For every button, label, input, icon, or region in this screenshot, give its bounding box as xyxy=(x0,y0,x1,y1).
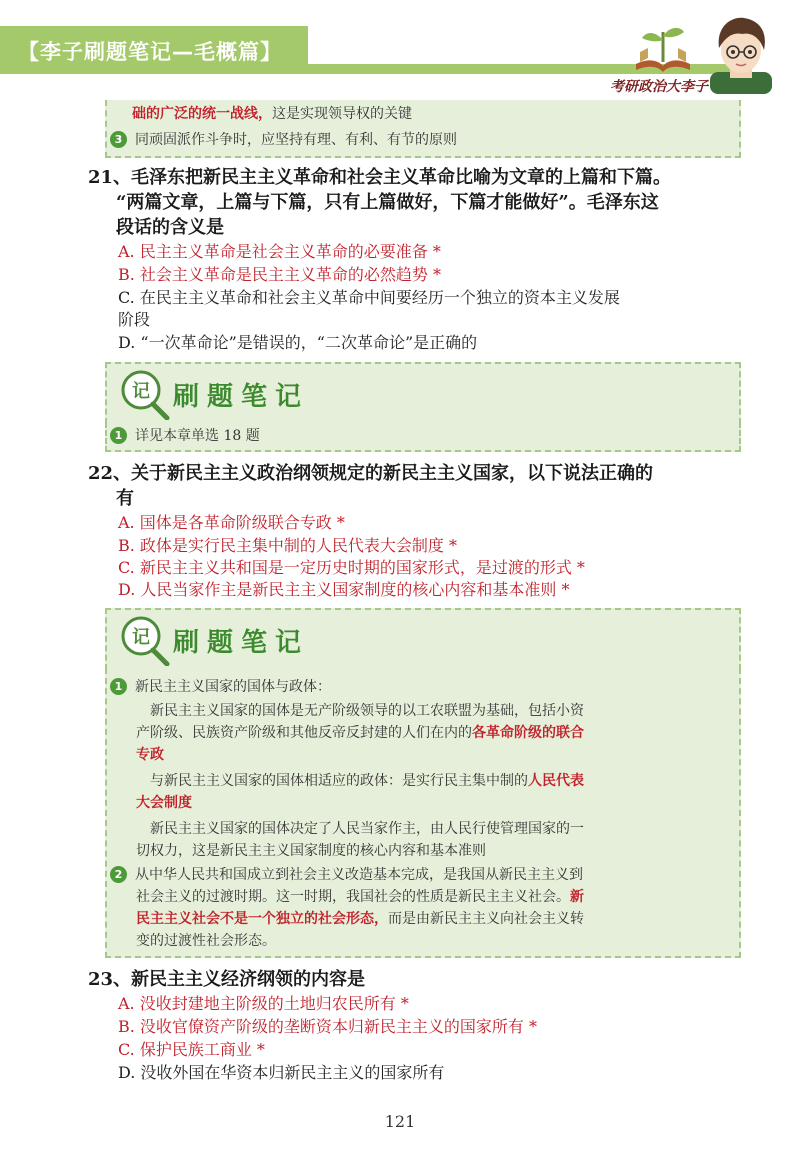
question-21-option-a: A. 民主主义革命是社会主义革命的必要准备 * xyxy=(118,242,441,261)
note-red-text: 民主主义社会不是一个独立的社会形态， xyxy=(136,911,388,927)
number-badge-icon: 1 xyxy=(110,427,127,444)
question-21-option-b: B. 社会主义革命是民主主义革命的必然趋势 * xyxy=(118,265,442,284)
question-22-option-d: D. 人民当家作主是新民主主义国家制度的核心内容和基本准则 * xyxy=(118,580,570,599)
note-text: 而是由新民主主义向社会主义转 xyxy=(388,911,584,927)
logo-text: 考研政治大李子 xyxy=(610,79,708,95)
question-21-option-c-cont: 阶段 xyxy=(118,310,151,329)
note-icon-char: 记 xyxy=(132,627,150,648)
header-banner xyxy=(0,26,308,74)
note-header-2 xyxy=(105,608,741,670)
number-badge-icon: 1 xyxy=(110,678,127,695)
question-21-option-d: D. “一次革命论”是错误的，“二次革命论”是正确的 xyxy=(118,333,478,352)
note-2-paragraph-line: 专政 xyxy=(136,747,164,763)
note-icon-char: 记 xyxy=(132,381,150,402)
question-22-option-c: C. 新民主主义共和国是一定历史时期的国家形式，是过渡的形式 * xyxy=(118,558,585,577)
note-red-text: 础的广泛的统一战线， xyxy=(132,106,272,122)
note-2-paragraph-line xyxy=(150,770,584,792)
question-21-stem-line: 段话的含义是 xyxy=(116,217,224,238)
note-2-paragraph-line: 新民主主义国家的国体决定了人民当家作主，由人民行使管理国家的一 xyxy=(150,821,584,837)
note-text: 社会主义的过渡时期。这一时期，我国社会的性质是新民主主义社会。 xyxy=(136,889,570,905)
question-22-option-b: B. 政体是实行民主集中制的人民代表大会制度 * xyxy=(118,536,458,555)
note-red-text: 新 xyxy=(570,889,584,905)
question-22-stem-line: 有 xyxy=(116,488,134,509)
header-title: 【李子刷题笔记—毛概篇】 xyxy=(18,40,282,64)
note-item-3 xyxy=(110,129,457,151)
note-continuation-line xyxy=(132,103,412,125)
note-2-paragraph-line: 大会制度 xyxy=(136,795,192,811)
note-1-item-1 xyxy=(110,425,260,447)
note-2-paragraph-line: 切权力，这是新民主主义国家制度的核心内容和基本准则 xyxy=(136,843,486,859)
note-2-paragraph-line xyxy=(136,908,584,930)
note-2-paragraph-line xyxy=(136,722,584,744)
note-title: 刷题笔记 xyxy=(173,628,310,658)
note-item-text: 详见本章单选 18 题 xyxy=(135,428,260,444)
note-text: 产阶级、民族资产阶级和其他反帝反封建的人们在内的 xyxy=(136,725,472,741)
note-text: 与新民主主义国家的国体相适应的政体：是实行民主集中制的 xyxy=(150,773,528,789)
question-22-option-a: A. 国体是各革命阶级联合专政 * xyxy=(118,513,345,532)
note-red-text: 人民代表 xyxy=(528,773,584,789)
note-text: 这是实现领导权的关键 xyxy=(272,106,412,122)
book-sprout-logo-icon xyxy=(628,18,698,78)
note-item-text: 同顽固派作斗争时，应坚持有理、有利、有节的原则 xyxy=(135,132,457,148)
note-2-paragraph-line: 变的过渡性社会形态。 xyxy=(136,933,276,949)
note-header-1 xyxy=(105,362,741,424)
magnifier-note-icon xyxy=(117,368,173,420)
note-item-text: 新民主主义国家的国体与政体： xyxy=(135,679,331,695)
note-title: 刷题笔记 xyxy=(173,382,310,412)
magnifier-note-icon xyxy=(117,614,173,666)
page-number: 121 xyxy=(384,1112,416,1131)
question-23-stem: 23、新民主主义经济纲领的内容是 xyxy=(88,969,366,990)
number-badge-icon: 3 xyxy=(110,131,127,148)
question-21-option-c: C. 在民主主义革命和社会主义革命中间要经历一个独立的资本主义发展 xyxy=(118,288,620,307)
note-item-text: 从中华人民共和国成立到社会主义改造基本完成，是我国从新民主主义到 xyxy=(135,867,583,883)
note-2-item-1-heading xyxy=(110,676,331,698)
question-23-option-c: C. 保护民族工商业 * xyxy=(118,1040,265,1059)
author-avatar-icon xyxy=(706,14,776,94)
note-2-paragraph-line: 新民主主义国家的国体是无产阶级领导的以工农联盟为基础，包括小资 xyxy=(150,703,584,719)
question-22-stem-line: 22、关于新民主主义政治纲领规定的新民主主义国家，以下说法正确的 xyxy=(88,463,654,484)
question-21-stem-line: “两篇文章，上篇与下篇，只有上篇做好，下篇才能做好”。毛泽东这 xyxy=(116,192,659,213)
question-23-option-b: B. 没收官僚资产阶级的垄断资本归新民主主义的国家所有 * xyxy=(118,1017,538,1036)
note-2-item-2 xyxy=(110,864,583,886)
question-23-option-d: D. 没收外国在华资本归新民主主义的国家所有 xyxy=(118,1063,445,1082)
question-21-stem-line: 21、毛泽东把新民主主义革命和社会主义革命比喻为文章的上篇和下篇。 xyxy=(88,167,672,188)
question-23-option-a: A. 没收封建地主阶级的土地归农民所有 * xyxy=(118,994,409,1013)
number-badge-icon: 2 xyxy=(110,866,127,883)
note-red-text: 各革命阶级的联合 xyxy=(472,725,584,741)
note-2-paragraph-line xyxy=(136,886,584,908)
